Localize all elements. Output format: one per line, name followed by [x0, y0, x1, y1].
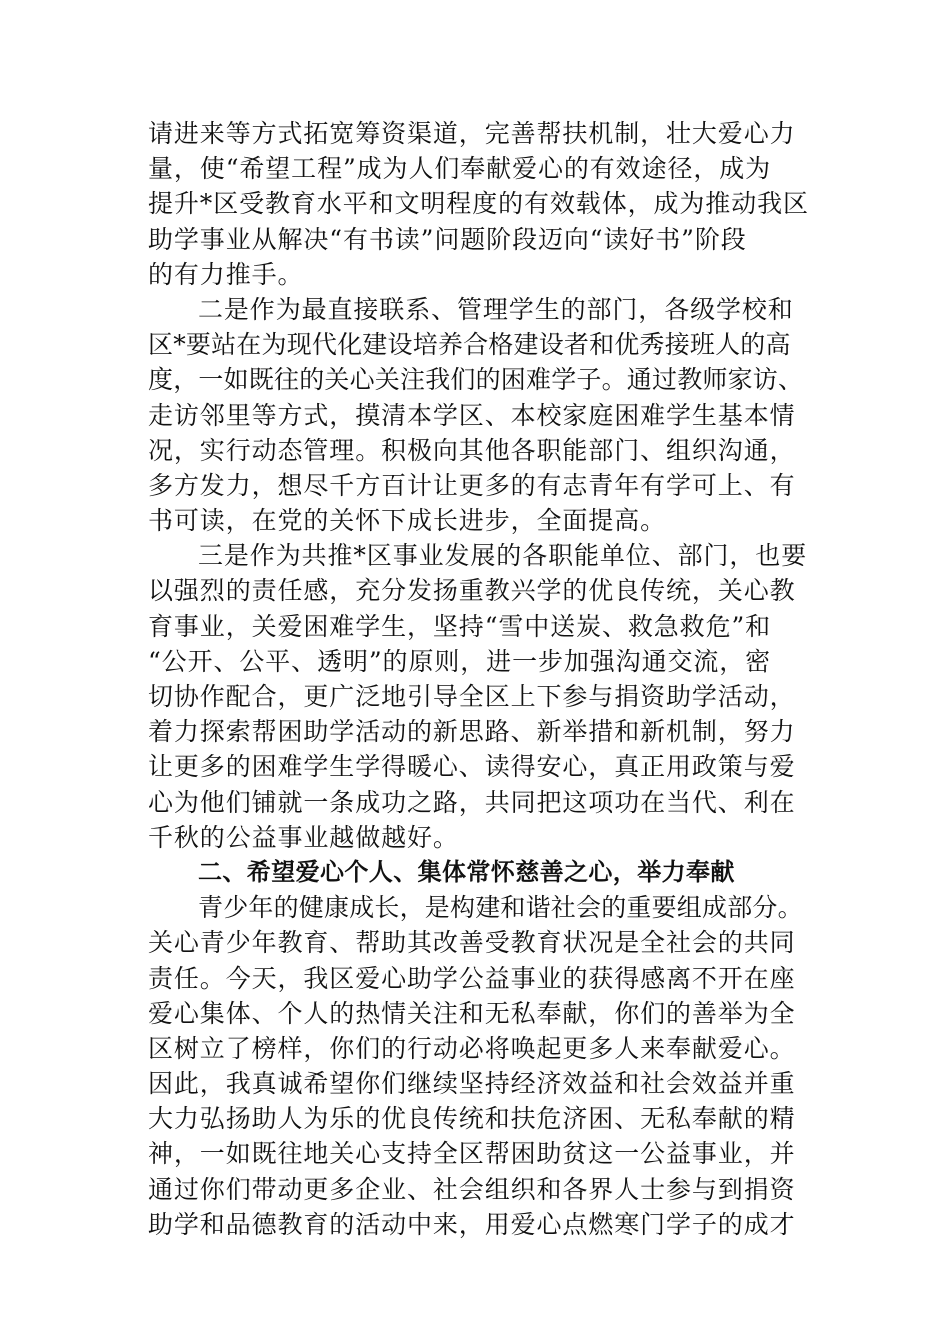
text-line: 关心青少年教育、帮助其改善受教育状况是全社会的共同 — [148, 928, 796, 958]
text-line: 提升*区受教育水平和文明程度的有效载体，成为推动我区 — [148, 189, 809, 219]
text-line: 的有力推手。 — [148, 259, 304, 289]
paragraph-first-line: 二是作为最直接联系、管理学生的部门，各级学校和 — [198, 294, 794, 324]
text-line: 着力探索帮困助学活动的新思路、新举措和新机制，努力 — [148, 717, 796, 747]
text-line: 量，使“希望工程”成为人们奉献爱心的有效途径，成为 — [148, 154, 772, 184]
text-line: 切协作配合，更广泛地引导全区上下参与捐资助学活动， — [148, 682, 796, 711]
text-line: 度，一如既往的关心关注我们的困难学子。通过教师家访、 — [148, 365, 804, 395]
text-line: 通过你们带动更多企业、社会组织和各界人士参与到捐资 — [148, 1174, 796, 1204]
text-line: 爱心集体、个人的热情关注和无私奉献，你们的善举为全 — [148, 998, 796, 1028]
text-line: 助学事业从解决“有书读”问题阶段迈向“读好书”阶段 — [148, 224, 747, 254]
text-line: 区树立了榜样，你们的行动必将唤起更多人来奉献爱心。 — [148, 1033, 796, 1063]
text-line: 助学和品德教育的活动中来，用爱心点燃寒门学子的成才 — [148, 1209, 796, 1239]
paragraph-first-line: 青少年的健康成长，是构建和谐社会的重要组成部分。 — [198, 893, 803, 923]
paragraph-first-line: 三是作为共推*区事业发展的各职能单位、部门，也要 — [198, 541, 808, 571]
text-line: 请进来等方式拓宽筹资渠道，完善帮扶机制，壮大爱心力 — [148, 119, 796, 148]
text-line: 况，实行动态管理。积极向其他各职能部门、组织沟通， — [148, 435, 796, 465]
section-heading: 二、希望爱心个人、集体常怀慈善之心，举力奉献 — [198, 857, 735, 886]
text-line: 责任。今天，我区爱心助学公益事业的获得感离不开在座 — [148, 963, 796, 993]
text-line: 让更多的困难学生学得暖心、读得安心，真正用政策与爱 — [148, 752, 796, 782]
text-line: 多方发力，想尽千方百计让更多的有志青年有学可上、有 — [148, 470, 796, 500]
text-line: 书可读，在党的关怀下成长进步，全面提高。 — [148, 506, 667, 536]
text-line: 区*要站在为现代化建设培养合格建设者和优秀接班人的高 — [148, 330, 791, 360]
text-line: 育事业，关爱困难学生，坚持“雪中送炭、救急救危”和 — [148, 611, 772, 641]
text-line: 心为他们铺就一条成功之路，共同把这项功在当代、利在 — [148, 787, 796, 817]
text-line: 神，一如既往地关心支持全区帮困助贫这一公益事业，并 — [148, 1139, 796, 1169]
text-line: 千秋的公益事业越做越好。 — [148, 822, 459, 852]
text-line: “公开、公平、透明”的原则，进一步加强沟通交流，密 — [148, 646, 772, 676]
text-line: 走访邻里等方式，摸清本学区、本校家庭困难学生基本情 — [148, 400, 796, 430]
text-line: 以强烈的责任感，充分发扬重教兴学的优良传统，关心教 — [148, 576, 796, 606]
text-line: 大力弘扬助人为乐的优良传统和扶危济困、无私奉献的精 — [148, 1104, 796, 1134]
text-line: 因此，我真诚希望你们继续坚持经济效益和社会效益并重 — [148, 1069, 796, 1099]
document-body — [148, 116, 808, 1242]
